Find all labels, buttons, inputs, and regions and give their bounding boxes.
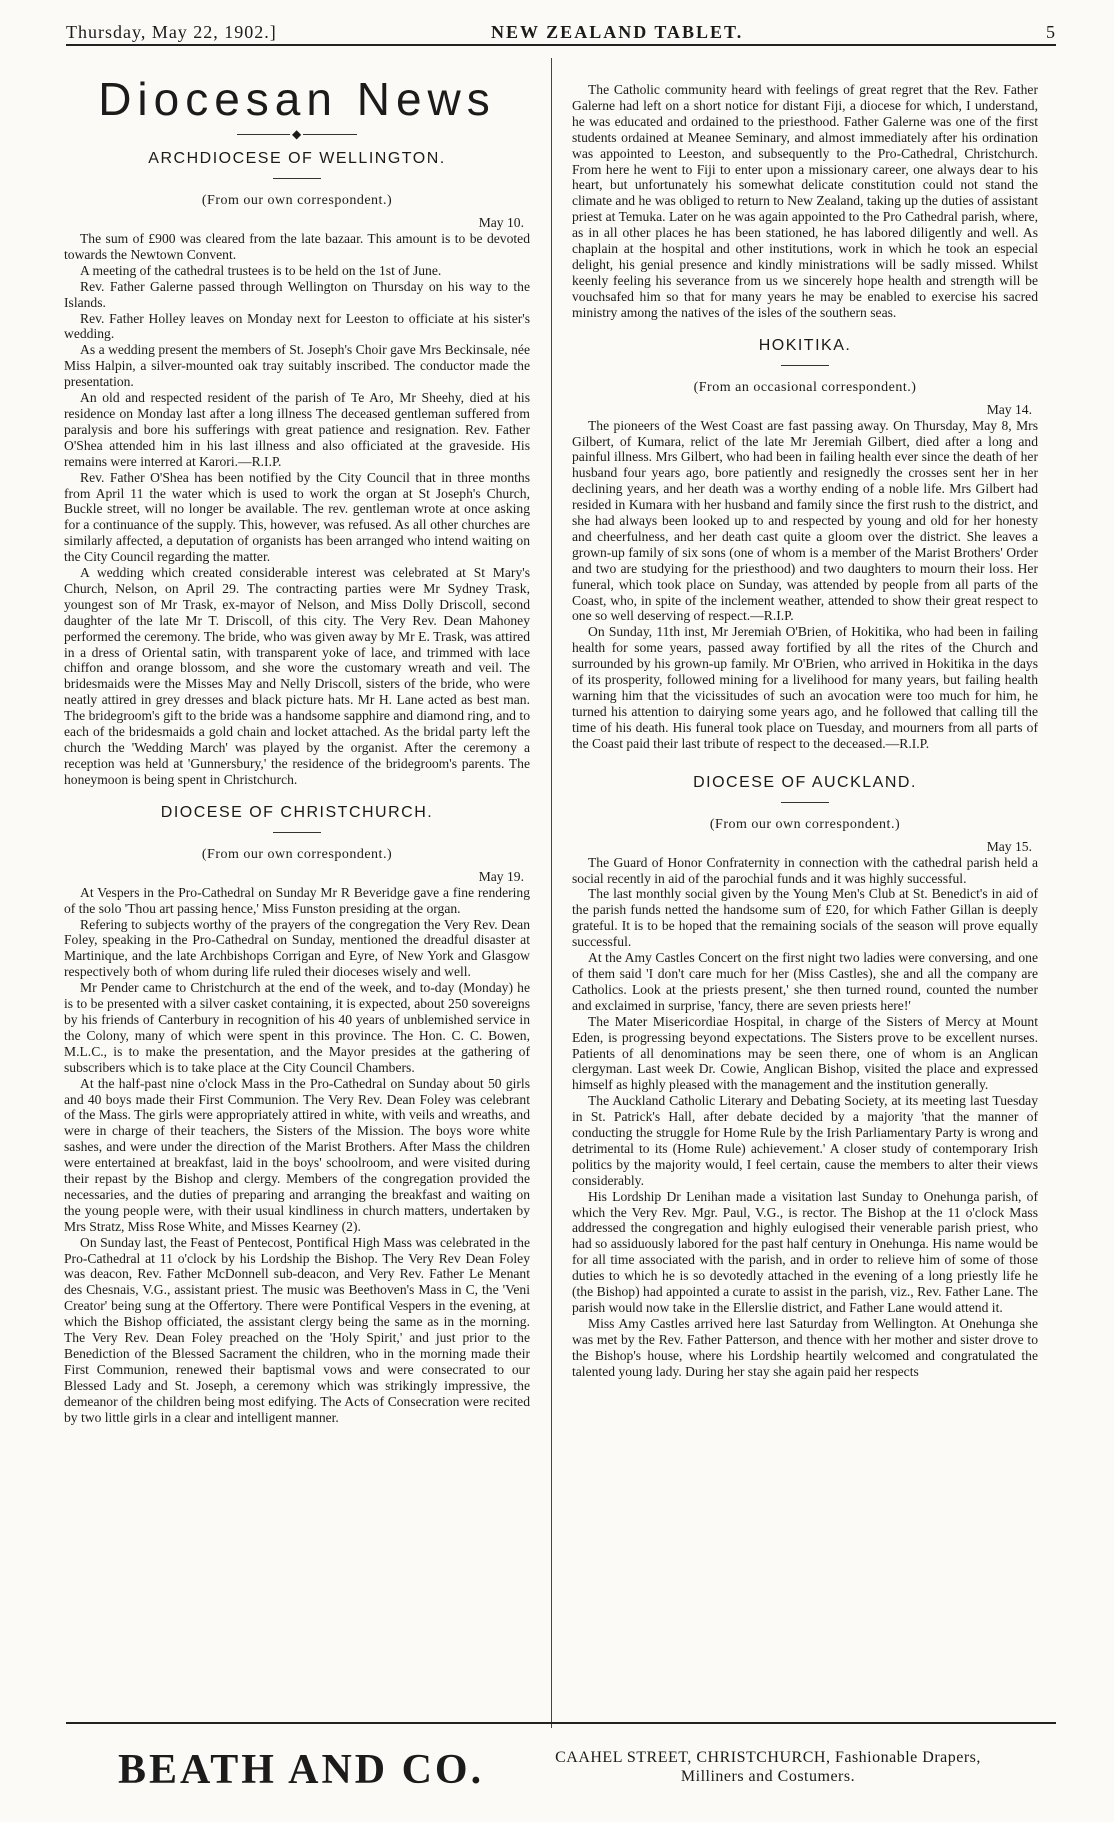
paragraph: Miss Amy Castles arrived here last Saturday from Wellington. At Onehunga she was met by the Rev. Father Patterson, and thence with her mother and sister drove to the Bishop's house, where his Lordship heartily welcomed and congratulated the talented young lady. During her stay she again paid her respects [572, 1315, 1038, 1379]
section-wellington [64, 150, 530, 788]
page-title: Diocesan News [98, 73, 496, 125]
section-heading: ARCHDIOCESE OF WELLINGTON. [148, 150, 446, 167]
paragraph: On Sunday last, the Feast of Pentecost, Pontifical High Mass was celebrated in the Pro-Cathedral at 11 o'clock by his Lordship the Bishop. The Very Rev Dean Foley was deacon, Rev. Father McDonnell sub-deacon, and Very Rev. Father Le Menant des Chesnais, V.G., assistant priest. The music was Beethoven's Mass in C, the 'Veni Creator' being sung at the Offertory. There were Pontifical Vespers in the evening, at which the Bishop officiated, the assistant clergy being the same as in the morning. The Very Rev. Dean Foley preached on the 'Holy Spirit,' and just prior to the Benediction of the Blessed Sacrament the children, who in the morning made their First Communion, renewed their baptismal vows and were consecrated to our Blessed Lady and St. Joseph, a ceremony which was strikingly impressive, the demeanor of the children being most edifying. The Acts of Consecration were recited by two little girls in a clear and intelligent manner. [64, 1234, 530, 1425]
dateline: May 10. [478, 215, 524, 230]
paragraph: A meeting of the cathedral trustees is to be held on the 1st of June. [80, 262, 442, 278]
correspondent-line: (From our own correspondent.) [201, 846, 393, 862]
paragraph: The pioneers of the West Coast are fast passing away. On Thursday, May 8, Mrs Gilbert, of Kumara, relict of the late Mr Jeremiah Gilbert, died after a long and painful illness. Mrs Gilbert, who had been in failing health ever since the death of her husband four years ago, bore patiently and resignedly the crosses sent her in her declining years, and her death was a worthy ending of a noble life. Mrs Gilbert had resided in Kumara with her husband and family since the first rush to the district, and she had always been looked up to and respected by young and old for her honesty and cheerfulness, and her death cast quite a gloom over the district. She leaves a grown-up family of six sons (one of whom is a member of the Marist Brothers' Order and two are studying for the priesthood) and two daughters to mourn their loss. Her funeral, which took place on Sunday, was attended by people from all parts of the Coast, who, in spite of the inclement weather, attended to show their great respect to one so well deserving of respect.—R.I.P. [572, 417, 1038, 624]
left-column [64, 58, 530, 1718]
address-line: Milliners and Costumers. [680, 1768, 856, 1785]
paragraph: Mr Pender came to Christchurch at the end of the week, and to-day (Monday) he is to be presented with a silver casket containing, it is expected, about 250 sovereigns by his friends of Canterbury in recognition of his 40 years of unblemished service in the Colony, many of which were spent in this province. The Hon. C. C. Bowen, M.L.C., is to make the presentation, and the Mayor presides at the gathering of subscribers which is to take place at the City Council Chambers. [64, 980, 530, 1075]
section-heading: DIOCESE OF CHRISTCHURCH. [160, 803, 434, 821]
paragraph: At Vespers in the Pro-Cathedral on Sunday Mr R Beveridge gave a fine rendering of the solo 'Thou art passing hence,' Miss Funston presiding at the organ. [64, 884, 530, 916]
paragraph: The Guard of Honor Confraternity in connection with the cathedral parish held a social recently in aid of the parochial funds and it was highly successful. [572, 854, 1038, 886]
column-rule [551, 58, 552, 1728]
paragraph: A wedding which created considerable interest was celebrated at St Mary's Church, Nelson, on April 29. The contracting parties were Mr Sydney Trask, youngest son of Mr Trask, ex-mayor of Nelson, and Miss Dolly Driscoll, second daughter of the late Mr T. Driscoll, of this city. The Very Rev. Dean Mahoney performed the ceremony. The bride, who was given away by Mr E. Trask, was attired in a dress of Oriental satin, with transparent yoke of lace, and trimmed with lace chiffon and orange blossom, and she wore the customary wreath and veil. The bridesmaids were the Misses May and Nelly Driscoll, sisters of the bride, who were neatly attired in grey dresses and black picture hats. Mr H. Lane acted as best man. The bridegroom's gift to the bride was a handsome sapphire and diamond ring, and to each of the bridesmaids a gold chain and locket attached. As the bridal party left the church the 'Wedding March' was played by the organist. After the ceremony a reception was held at 'Gunnersbury,' the residence of the bridegroom's parents. The honeymoon is being spent in Christchurch. [64, 565, 530, 787]
paragraph: The Mater Misericordiae Hospital, in charge of the Sisters of Mercy at Mount Eden, is progressing beyond expectations. The Sisters prove to be excellent nurses. Patients of all denominations may be seen there, one of whom is an Anglican clergyman. Last week Dr. Cowie, Anglican Bishop, visited the place and expressed himself as highly pleased with the management and the institution generally. [572, 1013, 1038, 1093]
section-hokitika [572, 337, 1038, 752]
right-column [572, 58, 1038, 1718]
correspondent-line: (From our own correspondent.) [201, 193, 393, 208]
section-christchurch [64, 804, 530, 1426]
section-heading: HOKITIKA. [758, 336, 852, 354]
correspondent-line: (From an occasional correspondent.) [693, 379, 917, 395]
section-galerne-continued [572, 82, 1038, 321]
dateline: May 19. [478, 868, 524, 884]
advertiser-name: BEATH AND CO. [118, 1747, 485, 1793]
title-ornament [237, 128, 357, 142]
issue-date: Thursday, May 22, 1902.] [66, 22, 277, 42]
paragraph: The Catholic community heard with feelings of great regret that the Rev. Father Galerne had left on a short notice for distant Fiji, a diocese for which, I understand, he was educated and ordained to the priesthood. Father Galerne was one of the first students ordained at Meanee Seminary, and almost immediately after his ordination was appointed to Leeston, and subsequently to the Pro-Cathedral, Christchurch. From here he went to Fiji to enter upon a missionary career, one always dear to his heart, but unfortunately his somewhat delicate constitution could not stand the climate and he was obliged to return to New Zealand, taking up the duties of assistant priest at Temuka. Later on he was again appointed to the Pro Cathedral parish, where, as in all other places he has been stationed, he has labored diligently and well. As chaplain at the hospital and other institutions, work in which he took an especial delight, his genial presence and kindly ministrations will be sadly missed. Whilst keenly feeling his severance from us we sincerely hope health and strength will be vouchsafed him so that for many years he may be enabled to exercise his sacred ministry among the natives of the isles of the southern seas. [572, 82, 1038, 320]
masthead [66, 22, 1056, 46]
paragraph: Rev. Father O'Shea has been notified by the City Council that in three months from April 11 the water which is used to work the organ at St Joseph's Church, Buckle street, will no longer be available. The rev. gentleman wrote at once asking for a continuance of the supply. This, however, was refused. As all other churches are similarly affected, a deputation of organists has been arranged who intend waiting on the City Council regarding the matter. [64, 469, 530, 565]
diamond-icon: ◆ [292, 127, 302, 141]
paragraph: On Sunday, 11th inst, Mr Jeremiah O'Brien, of Hokitika, who had been in failing health for some years, passed away fortified by all the rites of the Church and surrounded by his grown-up family. Mr O'Brien, who arrived in Hokitika in the days of its prosperity, followed mining for a livelihood for many years, but failing health warning him that the vicissitudes of such an avocation were too much for him, he turned his attention to dairying some years ago, and he followed that calling till the time of his death. His funeral took place on Tuesday, and mourners from all parts of the Coast paid their last tribute of respect to the deceased.—R.I.P. [572, 624, 1038, 751]
divider [273, 832, 321, 833]
paragraph: An old and respected resident of the parish of Te Aro, Mr Sheehy, died at his residence on Monday last after a long illness The deceased gentleman suffered from paralysis and bore his sufferings with great patience and resignation. Rev. Father O'Shea attended him in his last illness and also officiated at the graveside. His remains were interred at Karori.—R.I.P. [64, 390, 530, 469]
footer-rule [66, 1722, 1056, 1724]
section-heading: DIOCESE OF AUCKLAND. [693, 773, 917, 791]
divider [781, 802, 829, 803]
address-line: CAAHEL STREET, CHRISTCHURCH, Fashionable Drapers, [555, 1749, 981, 1766]
dateline: May 15. [986, 838, 1032, 854]
paragraph: His Lordship Dr Lenihan made a visitation last Sunday to Onehunga parish, of which the Very Rev. Mgr. Paul, V.G., is rector. The Bishop at the 11 o'clock Mass addressed the congregation and highly eulogised their venerable parish priest, who had so assiduously labored for the past half century in Onehunga. His name would be for all time associated with the parish, and in order to relieve him of some of those duties to which he is so devotedly attached in the evening of a long priestly life he (the Bishop) had appointed a curate to assist in the parish, viz., Rev. Father Lane. The parish would now take in the Ellerslie district, and Father Lane would attend it. [572, 1188, 1038, 1315]
paragraph: The last monthly social given by the Young Men's Club at St. Benedict's in aid of the parish funds netted the handsome sum of £20, for which Father Gillan is deeply grateful. It is to be hoped that the remaining socials of the season will prove equally successful. [572, 886, 1038, 950]
page-number: 5 [1046, 22, 1056, 42]
correspondent-line: (From our own correspondent.) [709, 816, 901, 832]
paragraph: Rev. Father Galerne passed through Wellington on Thursday on his way to the Islands. [64, 278, 530, 310]
paragraph: Rev. Father Holley leaves on Monday next for Leeston to officiate at his sister's wedding. [64, 310, 530, 342]
paragraph: As a wedding present the members of St. Joseph's Choir gave Mrs Beckinsale, née Miss Halpin, a silver-mounted oak tray suitably inscribed. The conductor made the presentation. [64, 342, 530, 390]
paragraph: Refering to subjects worthy of the prayers of the congregation the Very Rev. Dean Foley, speaking in the Pro-Cathedral on Sunday, mentioned the dreadful disaster at Martinique, and the late Archbishops Corrigan and Eyre, of New York and Glasgow respectively both of whom during life ruled their dioceses wisely and well. [64, 916, 530, 980]
advertiser-address [508, 1748, 1028, 1786]
divider [273, 178, 321, 179]
paragraph: The sum of £900 was cleared from the late bazaar. This amount is to be devoted towards the Newtown Convent. [64, 231, 530, 262]
paragraph: At the half-past nine o'clock Mass in the Pro-Cathedral on Sunday about 50 girls and 40 boys made their First Communion. The Very Rev. Dean Foley was celebrant of the Mass. The girls were appropriately attired in white, with veils and wreaths, and were in charge of their teachers, the Sisters of the Mission. The boys wore white sashes, and were under the direction of the Marist Brothers. After Mass the children were entertained at breakfast, laid in the boys' schoolroom, and were visited during their repast by the Bishop and clergy. Members of the congregation provided the necessaries, and the duties of preparing and arranging the breakfast and waiting on the young people were, with their usual kindliness in church matters, undertaken by Mrs Stratz, Miss Rose White, and Misses Kearney (2). [64, 1075, 530, 1234]
section-auckland [572, 774, 1038, 1380]
paragraph: At the Amy Castles Concert on the first night two ladies were conversing, and one of them said 'I don't care much for her (Miss Castles), she and all the company are Catholics. Look at the priests present,' she then turned round, counted the number and exclaimed in surprise, 'fancy, there are seven priests here!' [572, 950, 1038, 1013]
divider [781, 365, 829, 366]
paper-name: NEW ZEALAND TABLET. [491, 22, 744, 42]
dateline: May 14. [986, 401, 1032, 417]
paragraph: The Auckland Catholic Literary and Debating Society, at its meeting last Tuesday in St. Patrick's Hall, after debate decided by a majority 'that the manner of conducting the struggle for Home Rule by the Irish Parliamentary Party is wrong and detrimental to its (Home Rule) achievement.' A closer study of contemporary Irish politics by the majority would, I feel certain, cause the members to alter their views considerably. [572, 1093, 1038, 1188]
